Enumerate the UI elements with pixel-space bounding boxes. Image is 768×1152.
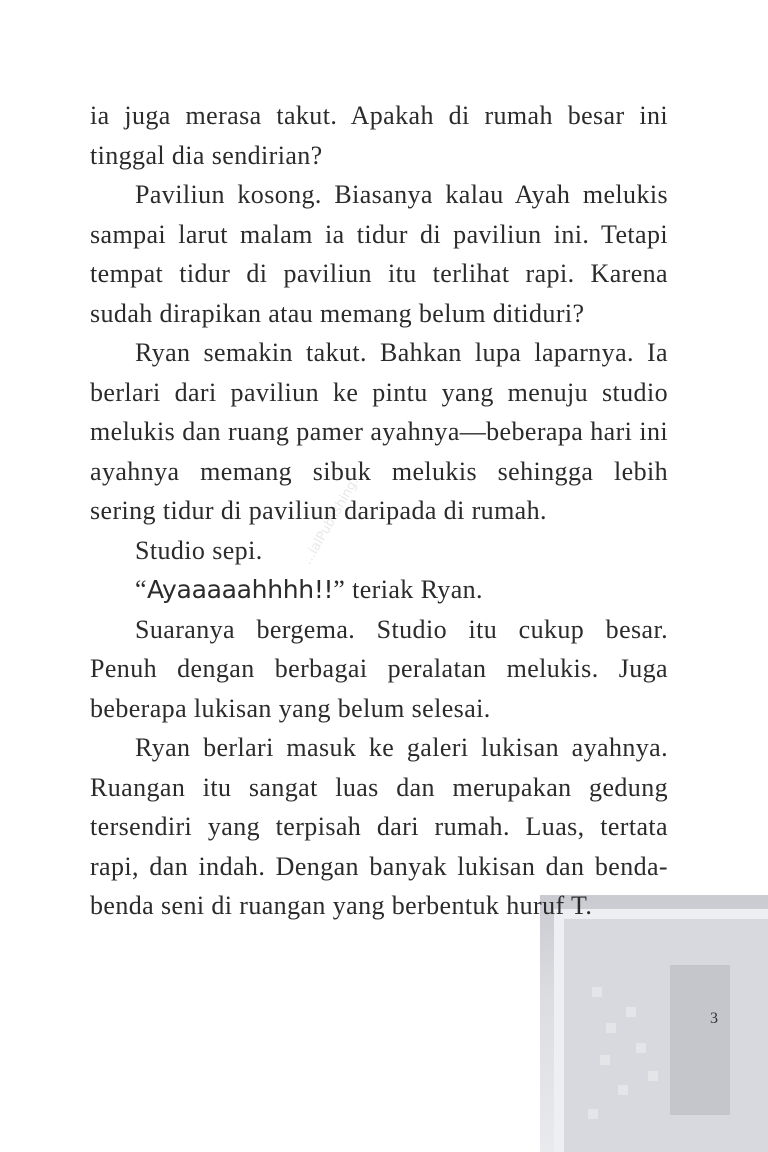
paragraph-7: Ryan berlari masuk ke galeri lukisan ayahnya. Ruangan itu sangat luas dan merupakan gedung tersendiri yang terpisah dari rumah. Luas, tertata rapi, dan indah. Dengan banyak lukisan dan benda-benda seni di ruangan yang berbentuk huruf T. (90, 733, 668, 920)
art-dot (626, 1007, 636, 1017)
paragraph-6: Suaranya bergema. Studio itu cukup besar. Penuh dengan berbagai peralatan melukis. Juga beberapa lukisan yang belum selesai. (90, 614, 668, 723)
paragraph-4: Studio sepi. (135, 535, 263, 565)
open-quote: “ (135, 575, 147, 604)
decorative-corner-image (540, 895, 768, 1152)
art-dot (592, 987, 602, 997)
shout-text: Ayaaaaahhhh!! (146, 575, 334, 604)
art-dot (600, 1055, 610, 1065)
paragraph-5 (90, 570, 668, 610)
art-dot (606, 1023, 616, 1033)
watermark: ...ialPublishing... (300, 467, 367, 568)
art-dot (648, 1071, 658, 1081)
page-number: 3 (710, 1010, 718, 1027)
art-dot (588, 1109, 598, 1119)
paragraph-3: Ryan semakin takut. Bahkan lupa laparnya. Ia berlari dari paviliun ke pintu yang menuju studio melukis dan ruang pamer ayahnya—beberapa hari ini ayahnya memang sibuk melukis sehingga lebih sering tidur di paviliun daripada di rumah. (90, 338, 668, 525)
art-dot (618, 1085, 628, 1095)
paragraph-1: ia juga merasa takut. Apakah di rumah besar ini tinggal dia sendirian? (90, 101, 668, 170)
paragraph-2: Paviliun kosong. Biasanya kalau Ayah melukis sampai larut malam ia tidur di paviliun ini. Tetapi tempat tidur di paviliun itu terlihat rapi. Karena sudah dirapikan atau memang belum ditiduri? (90, 180, 668, 328)
dialogue-tag: ” teriak Ryan. (333, 575, 483, 604)
art-block (670, 965, 730, 1115)
art-dot (636, 1043, 646, 1053)
page-body (90, 96, 668, 926)
picture-frame (554, 909, 768, 1152)
